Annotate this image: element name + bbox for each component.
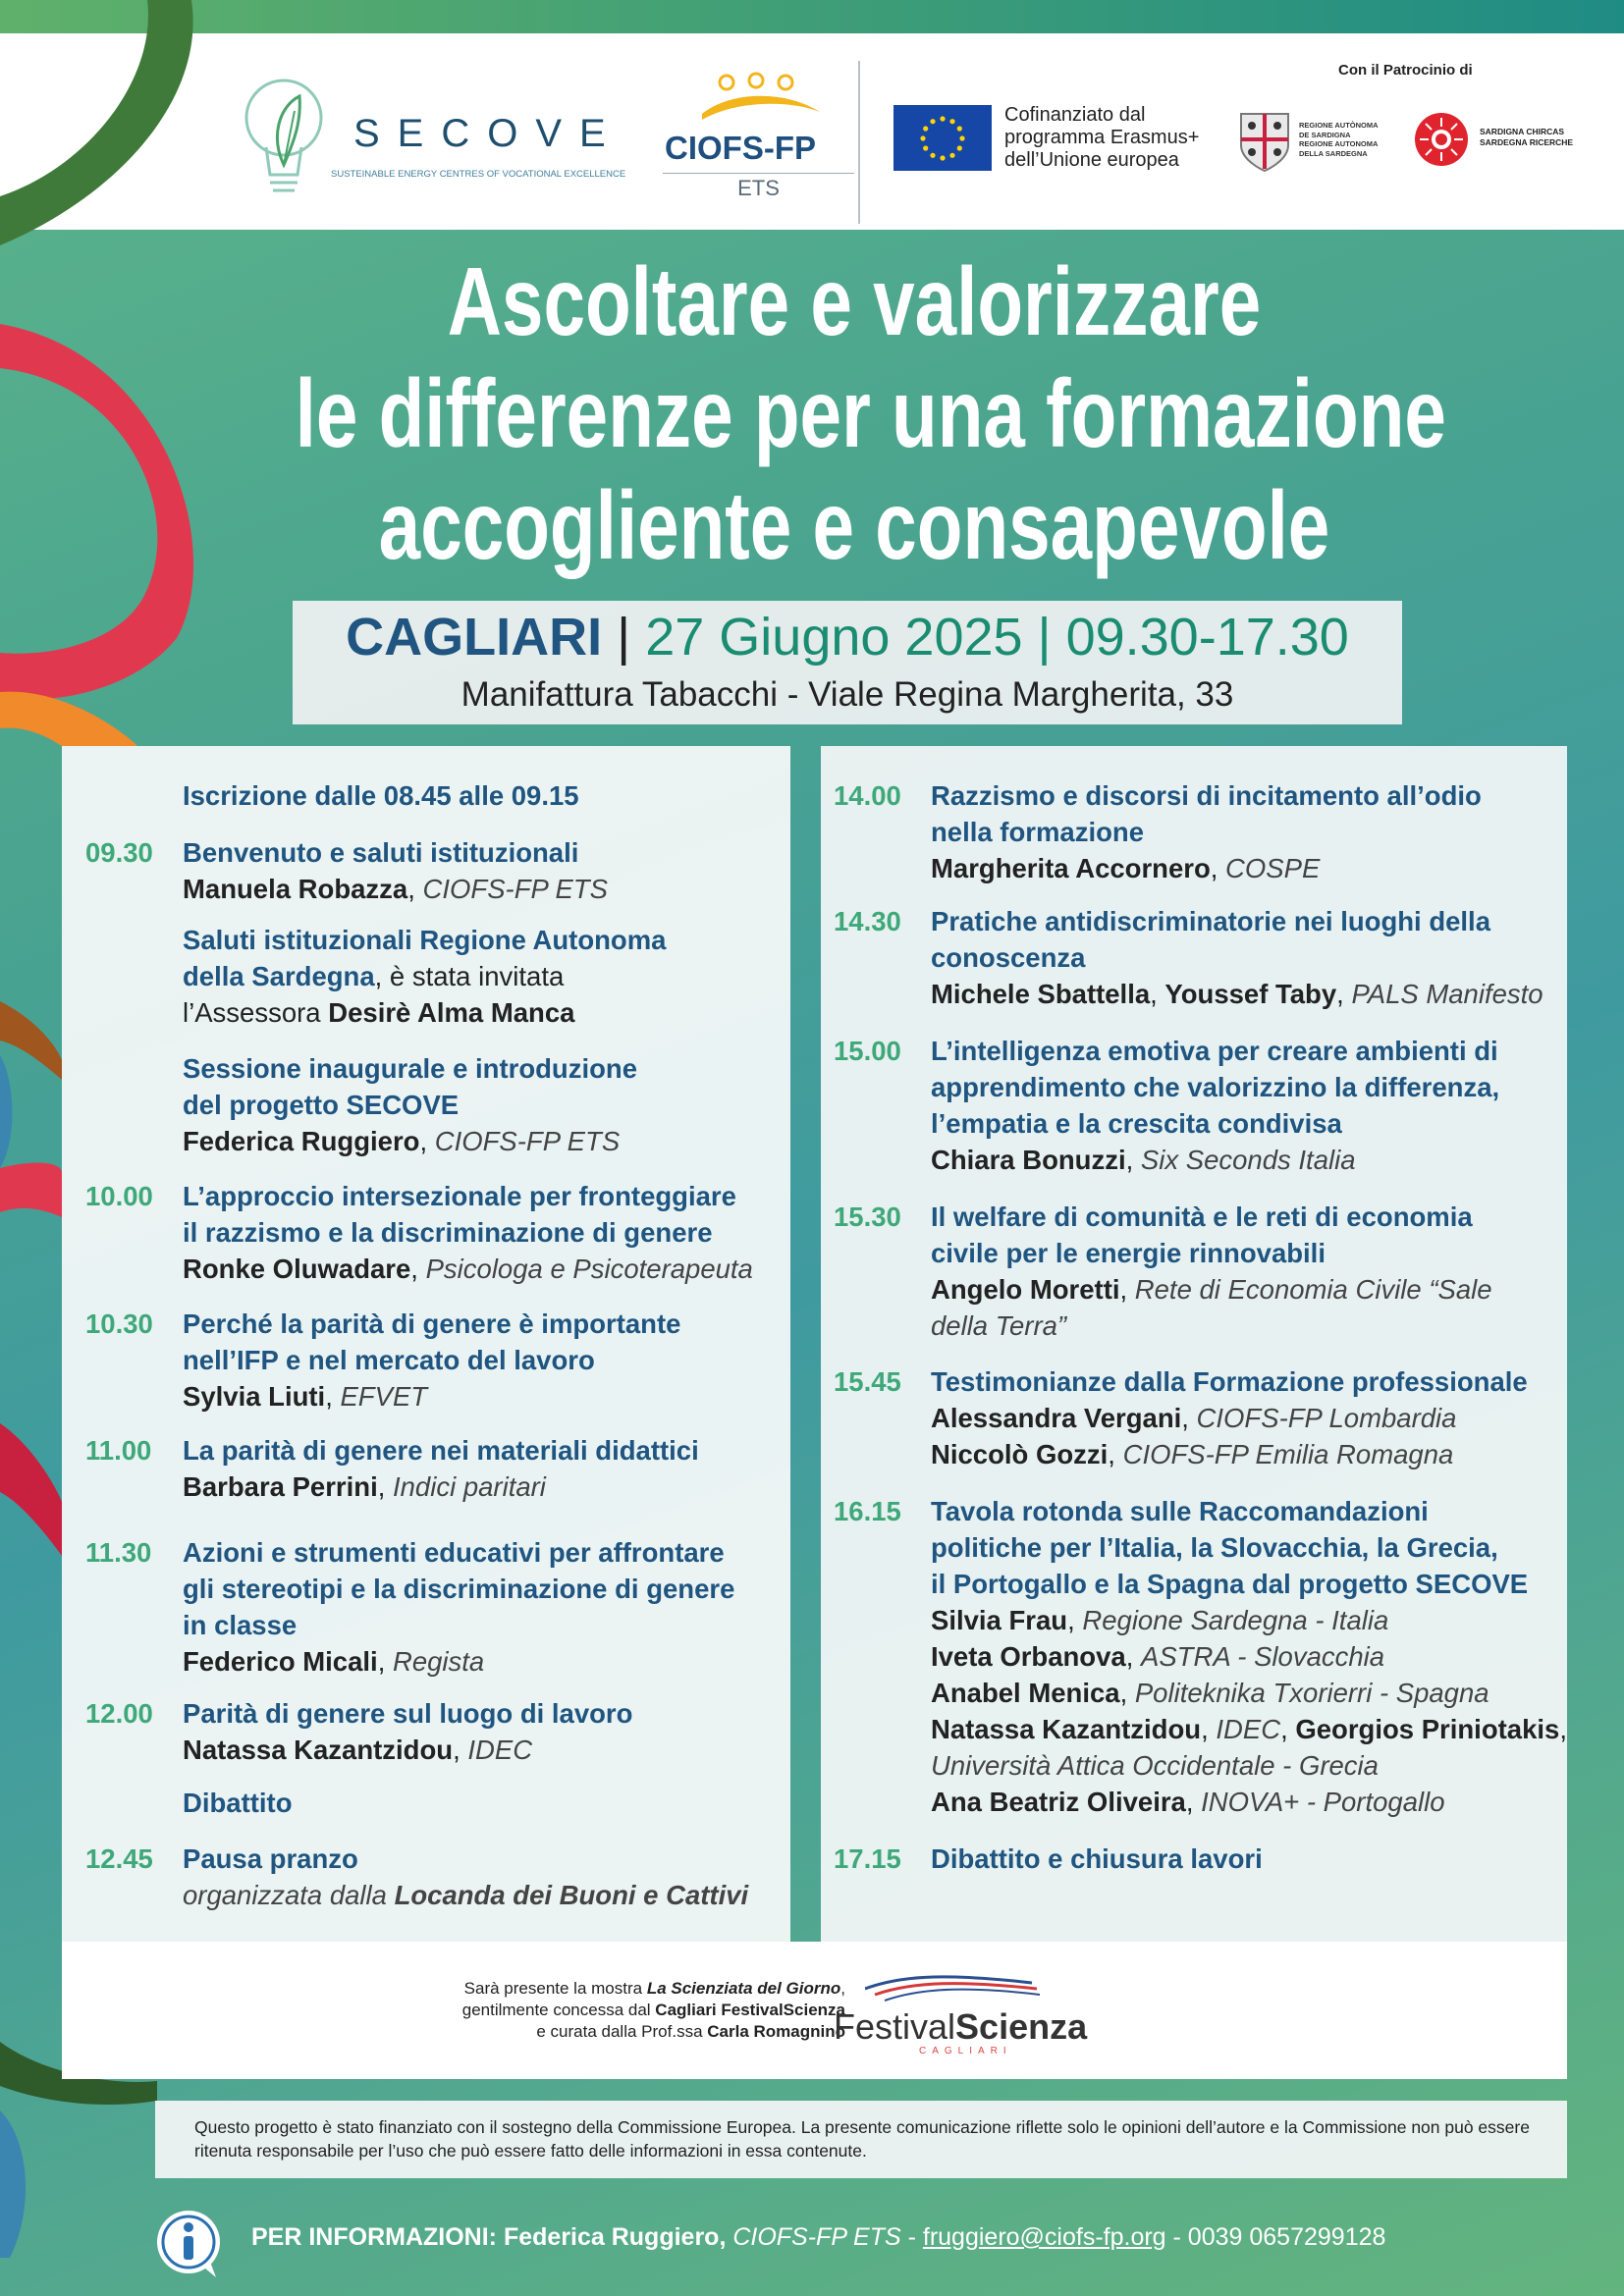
program-text: Benvenuto e saluti istituzionali	[183, 837, 579, 868]
event-city: CAGLIARI	[346, 608, 603, 667]
program-description	[931, 777, 1482, 886]
program-text: ,	[1210, 853, 1226, 883]
program-text: PALS Manifesto	[1351, 979, 1543, 1009]
eu-disclaimer-box	[155, 2101, 1567, 2178]
program-text: Niccolò Gozzi	[931, 1439, 1109, 1469]
exhibition-text-1c: ,	[840, 1979, 845, 1998]
program-text: Sylvia Liuti	[183, 1381, 326, 1412]
event-separator: |	[617, 608, 631, 667]
title-line-3: accogliente e consapevole	[378, 471, 1330, 579]
header-divider	[858, 61, 860, 224]
program-text: ,	[325, 1381, 341, 1412]
program-description	[183, 1306, 680, 1415]
exhibition-title: La Scienziata del Giorno	[646, 1979, 841, 1998]
ribbon-orange	[0, 692, 137, 746]
contact-info	[251, 2223, 1385, 2252]
program-text: organizzata dalla	[183, 1880, 395, 1910]
program-text: Desirè Alma Manca	[328, 997, 575, 1028]
program-description	[183, 834, 608, 907]
program-description	[931, 903, 1543, 1012]
program-text: ,	[410, 1254, 426, 1284]
program-description	[931, 1199, 1492, 1344]
program-text: Rete di Economia Civile “Sale	[1134, 1274, 1492, 1305]
program-text: Indici paritari	[393, 1471, 546, 1502]
program-text: ,	[377, 1471, 393, 1502]
program-text: Il welfare di comunità e le reti di economia	[931, 1201, 1473, 1232]
title-line-1: Ascoltare e valorizzare	[447, 247, 1262, 355]
program-text: Natassa Kazantzidou	[183, 1735, 454, 1765]
program-description	[931, 1841, 1263, 1877]
program-text: Barbara Perrini	[183, 1471, 378, 1502]
program-text: apprendimento che valorizzino la differenza,	[931, 1072, 1500, 1102]
program-description	[183, 777, 579, 814]
festival-city: CAGLIARI	[919, 2046, 1012, 2056]
festival-scienza-box	[62, 1942, 1567, 2079]
secove-wordmark: SECOVE	[353, 112, 623, 155]
program-description	[931, 1033, 1499, 1178]
program-description	[183, 1178, 753, 1287]
program-text: il Portogallo e la Spagna dal progetto SECOVE	[931, 1569, 1529, 1599]
program-time: 09.30	[85, 837, 153, 868]
contact-name: Federica Ruggiero,	[497, 2223, 733, 2251]
event-title	[295, 245, 1446, 581]
program-text: Saluti istituzionali Regione Autonoma	[183, 925, 667, 955]
program-text: politiche per l’Italia, la Slovacchia, la Grecia,	[931, 1532, 1498, 1563]
exhibition-line-3	[229, 2021, 845, 2043]
exhibition-text-2a: gentilmente concessa dal	[461, 2001, 656, 2019]
lightbulb-leaf-icon	[241, 67, 339, 204]
ras-line-2: DE SARDIGNA	[1299, 130, 1351, 139]
ciofs-ets: ETS	[663, 173, 854, 201]
ribbon-blue-bottom	[0, 2110, 26, 2258]
program-text: Angelo Moretti	[931, 1274, 1120, 1305]
eu-flag-icon	[893, 105, 992, 171]
program-text: Pratiche antidiscriminatorie nei luoghi della	[931, 906, 1490, 936]
ciofs-logo	[663, 69, 854, 206]
program-description	[183, 1432, 699, 1505]
program-text: , è stata invitata	[374, 961, 565, 991]
program-text: ,	[1280, 1714, 1296, 1744]
program-text: Federica Ruggiero	[183, 1126, 420, 1156]
program-text: ,	[1201, 1714, 1217, 1744]
program-text: Manuela Robazza	[183, 874, 408, 904]
event-date-line	[293, 607, 1402, 667]
ras-line-1: REGIONE AUTÒNOMA	[1299, 121, 1379, 130]
program-text: Six Seconds Italia	[1140, 1145, 1356, 1175]
program-time: 17.15	[834, 1843, 901, 1874]
festival-wordmark	[834, 2006, 1087, 2048]
program-text: ,	[453, 1735, 468, 1765]
ribbon-red-mid	[0, 1423, 62, 1556]
program-text: ,	[407, 874, 423, 904]
event-venue: Manifattura Tabacchi - Viale Regina Margherita, 33	[460, 675, 1234, 714]
program-text: Dibattito	[183, 1788, 293, 1818]
exhibition-line-1	[229, 1978, 845, 2000]
sr-line-2: SARDEGNA RICERCHE	[1480, 137, 1574, 147]
program-text: Sessione inaugurale e introduzione	[183, 1053, 638, 1084]
program-text: ,	[1125, 1641, 1141, 1672]
program-time: 14.30	[834, 906, 901, 936]
event-details-box	[293, 601, 1402, 724]
program-text: Ronke Oluwadare	[183, 1254, 411, 1284]
top-color-strip	[0, 0, 1624, 33]
program-text: della Sardegna	[183, 961, 375, 991]
program-time: 11.00	[85, 1435, 152, 1466]
program-text: Regione Sardegna - Italia	[1082, 1605, 1389, 1635]
contact-dash: -	[900, 2223, 923, 2251]
program-text: Pausa pranzo	[183, 1843, 358, 1874]
program-description	[931, 1363, 1528, 1472]
program-text: Dibattito e chiusura lavori	[931, 1843, 1263, 1874]
program-text: ,	[1185, 1787, 1202, 1817]
program-text: ,	[419, 1126, 435, 1156]
program-text: Locanda dei Buoni e Cattivi	[394, 1880, 749, 1910]
program-text: ,	[1336, 979, 1352, 1009]
eu-line-3: dell’Unione europea	[1004, 149, 1179, 171]
ras-line-3: REGIONE AUTONOMA	[1299, 139, 1379, 148]
program-text: Anabel Menica	[931, 1678, 1120, 1708]
program-text: Natassa Kazantzidou	[931, 1714, 1202, 1744]
ras-line-4: DELLA SARDEGNA	[1299, 148, 1368, 158]
program-text: INOVA+ - Portogallo	[1201, 1787, 1445, 1817]
program-text: della Terra”	[931, 1310, 1067, 1341]
secove-tagline: SUSTEINABLE ENERGY CENTRES OF VOCATIONAL EXCELLENCE	[331, 169, 626, 180]
exhibition-provider: Cagliari FestivalScienza	[655, 2001, 845, 2019]
program-time: 12.00	[85, 1698, 153, 1729]
program-text: ,	[1559, 1714, 1567, 1744]
program-text: IDEC	[467, 1735, 533, 1765]
contact-email-link[interactable]: fruggiero@ciofs-fp.org	[922, 2223, 1166, 2251]
program-text: Silvia Frau	[931, 1605, 1068, 1635]
program-text: Regista	[392, 1646, 485, 1677]
event-date-time: 27 Giugno 2025 | 09.30-17.30	[645, 608, 1349, 667]
ribbon-brown	[0, 1001, 62, 1080]
program-text: CIOFS-FP ETS	[434, 1126, 621, 1156]
program-text: Politeknika Txorierri - Spagna	[1134, 1678, 1489, 1708]
program-text: l’Assessora	[183, 997, 329, 1028]
title-line-2: le differenze per una formazione	[295, 359, 1446, 467]
sr-line-1: SARDIGNA CHIRCAS	[1480, 127, 1565, 136]
program-text: L’intelligenza emotiva per creare ambienti di	[931, 1036, 1498, 1066]
program-description	[183, 922, 666, 1031]
program-text: Razzismo e discorsi di incitamento all’odio	[931, 780, 1482, 811]
program-time: 15.00	[834, 1036, 901, 1066]
program-text: nella formazione	[931, 817, 1144, 847]
program-time: 10.30	[85, 1308, 153, 1339]
program-text: l’empatia e la crescita condivisa	[931, 1108, 1342, 1139]
program-text: Testimonianze dalla Formazione professionale	[931, 1366, 1528, 1397]
program-time: 11.30	[85, 1537, 152, 1568]
program-text: ASTRA - Slovacchia	[1140, 1641, 1385, 1672]
program-description	[183, 1534, 734, 1680]
festival-waves-icon	[865, 1969, 1042, 2008]
regione-sardegna-text	[1299, 121, 1379, 158]
program-text: Azioni e strumenti educativi per affrontare	[183, 1537, 725, 1568]
program-text: Georgios Priniotakis	[1295, 1714, 1560, 1744]
program-text: IDEC	[1216, 1714, 1281, 1744]
program-time: 10.00	[85, 1181, 153, 1211]
ciofs-wordmark: CIOFS-FP	[665, 130, 816, 166]
program-text: Ana Beatriz Oliveira	[931, 1787, 1186, 1817]
program-text: Parità di genere sul luogo di lavoro	[183, 1698, 633, 1729]
exhibition-text-3a: e curata dalla Prof.ssa	[536, 2022, 708, 2041]
program-text: CIOFS-FP Lombardia	[1196, 1403, 1457, 1433]
exhibition-text-1a: Sarà presente la mostra	[463, 1979, 647, 1998]
program-text: ,	[1108, 1439, 1123, 1469]
program-text: ,	[1067, 1605, 1083, 1635]
program-text: Psicologa e Psicoterapeuta	[425, 1254, 753, 1284]
program-description	[183, 1695, 632, 1768]
program-time: 12.45	[85, 1843, 153, 1874]
exhibition-note	[229, 1978, 845, 2043]
program-text: La parità di genere nei materiali didattici	[183, 1435, 699, 1466]
contact-phone: - 0039 0657299128	[1165, 2223, 1386, 2251]
program-text: ,	[1150, 979, 1165, 1009]
info-icon	[155, 2209, 226, 2279]
program-description	[183, 1050, 637, 1159]
program-text: Iscrizione dalle 08.45 alle 09.15	[183, 780, 579, 811]
program-text: il razzismo e la discriminazione di genere	[183, 1217, 713, 1248]
ribbon-blue	[0, 1055, 12, 1168]
program-description	[931, 1493, 1567, 1820]
program-text: Chiara Bonuzzi	[931, 1145, 1126, 1175]
contact-org: CIOFS-FP ETS	[732, 2223, 901, 2251]
festival-word-b: Scienza	[955, 2006, 1088, 2047]
exhibition-curator: Carla Romagnino	[707, 2022, 845, 2041]
program-text: ,	[1119, 1274, 1135, 1305]
program-text: ,	[1181, 1403, 1197, 1433]
program-description	[183, 1841, 748, 1913]
ribbon-red-upper	[0, 324, 193, 700]
program-text: Alessandra Vergani	[931, 1403, 1182, 1433]
program-text: del progetto SECOVE	[183, 1090, 460, 1120]
ciofs-figures-icon	[663, 69, 854, 128]
program-time: 15.30	[834, 1201, 901, 1232]
program-text: Michele Sbattella	[931, 979, 1151, 1009]
eu-line-1: Cofinanziato dal	[1004, 104, 1146, 126]
program-text: Perché la parità di genere è importante	[183, 1308, 681, 1339]
contact-label: PER INFORMAZIONI:	[251, 2223, 497, 2251]
program-text: Tavola rotonda sulle Raccomandazioni	[931, 1496, 1429, 1526]
sardegna-ricerche-text	[1480, 127, 1573, 148]
eu-disclaimer-text: Questo progetto è stato finanziato con il sostegno della Commissione Europea. La presente comunicazione riflette solo le opinioni dell’autore e la Commissione non può essere ritenuta responsabile per l’uso che può essere fatto delle informazioni in essa contenute.	[194, 2117, 1530, 2161]
eu-line-2: programma Erasmus+	[1004, 127, 1200, 148]
program-text: Margherita Accornero	[931, 853, 1211, 883]
program-text: Youssef Taby	[1164, 979, 1337, 1009]
program-text: ,	[377, 1646, 393, 1677]
program-text: CIOFS-FP ETS	[422, 874, 608, 904]
program-text: conoscenza	[931, 942, 1086, 973]
program-time: 15.45	[834, 1366, 901, 1397]
program-text: Iveta Orbanova	[931, 1641, 1126, 1672]
sardegna-ricerche-sun-icon	[1412, 110, 1471, 169]
exhibition-line-2	[229, 2000, 845, 2021]
program-description	[183, 1785, 293, 1821]
patronage-label: Con il Patrocinio di	[1338, 62, 1473, 79]
program-text: in classe	[183, 1610, 298, 1640]
program-time: 16.15	[834, 1496, 901, 1526]
program-text: L’approccio intersezionale per fronteggiare	[183, 1181, 736, 1211]
ribbon-red-lower	[0, 1163, 62, 1217]
program-text: ,	[1125, 1145, 1141, 1175]
regione-sardegna-crest-icon	[1237, 106, 1292, 173]
program-text: COSPE	[1225, 853, 1321, 883]
program-text: Università Attica Occidentale - Grecia	[931, 1750, 1379, 1781]
program-text: civile per le energie rinnovabili	[931, 1238, 1326, 1268]
program-text: nell’IFP e nel mercato del lavoro	[183, 1345, 595, 1375]
program-text: EFVET	[340, 1381, 428, 1412]
festival-word-a: Festival	[834, 2006, 956, 2047]
program-text: gli stereotipi e la discriminazione di genere	[183, 1574, 735, 1604]
program-text: Federico Micali	[183, 1646, 378, 1677]
eu-cofunding-text	[1004, 104, 1199, 172]
program-text: CIOFS-FP Emilia Romagna	[1122, 1439, 1454, 1469]
secove-logo	[241, 67, 633, 204]
program-text: ,	[1119, 1678, 1135, 1708]
program-time: 14.00	[834, 780, 901, 811]
festival-scienza-logo	[826, 1969, 1088, 2057]
